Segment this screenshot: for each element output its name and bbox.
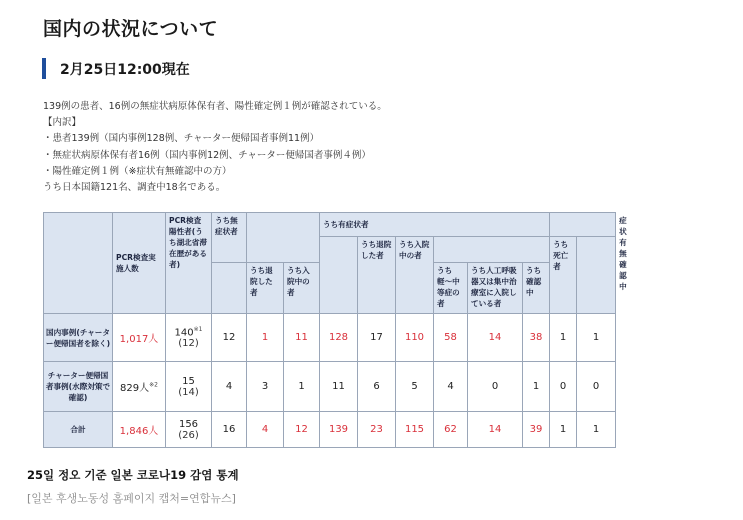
cell-unknown: 1	[577, 412, 616, 448]
cell-asym-discharged: 3	[247, 362, 284, 412]
summary-line: 【内訳】	[43, 117, 82, 129]
cell-sym-discharged: 6	[358, 362, 396, 412]
cell-deaths: 0	[550, 362, 577, 412]
header-sym-discharged: うち退院した者	[358, 237, 396, 314]
cell-sym-hospitalized: 110	[396, 314, 434, 362]
row-label: チャーター便帰国者事例(水際対策で確認)	[44, 362, 113, 412]
cell-severe: 0	[468, 362, 523, 412]
summary-line: ・患者139例（国内事例128例、チャーター便帰国者事例11例）	[43, 133, 320, 145]
row-label: 国内事例(チャーター便帰国者を除く)	[44, 314, 113, 362]
cell-symptomatic: 11	[320, 362, 358, 412]
cell-positive: 15 (14)	[166, 362, 212, 412]
header-asym-total	[212, 263, 247, 314]
image-caption: 25일 정오 기준 일본 코로나19 감염 통계	[27, 468, 239, 482]
stats-table: PCR検査実施人数 PCR検査陽性者(うち湖北省滞在歴がある者) うち無症状者 うち有症状者 症状有無確認中 うち退院した者 うち入院中の者 うち死亡者 うち退院した者 うち入院中の者 うち軽〜中等症の者 うち人工呼吸器又は集中治療室に入院している者 うち確認中 国内事例(チャーター便帰国者を除く) 1,017人 140$^{※1}$ (12) 12 1 11 128 17 110 58 14 38 1 1 チャーター便帰国者事例(水際対策で確認) 829人$^{※2}$ 15 (14) 4 3 1 11 6 5 4 0 1 0 0 合計 1,846人 156 (26) 16 4 12 139 23 115 62 14 39 1 1	[43, 212, 616, 448]
cell-asym-hospitalized: 1	[284, 362, 320, 412]
cell-symptomatic: 128	[320, 314, 358, 362]
cell-asym-discharged: 4	[247, 412, 284, 448]
cell-pcr: 1,017人	[113, 314, 166, 362]
cell-severe: 14	[468, 314, 523, 362]
cell-confirming: 1	[523, 362, 550, 412]
cell-sym-discharged: 23	[358, 412, 396, 448]
header-corner	[44, 213, 113, 314]
cell-mild: 62	[434, 412, 468, 448]
table-row-total	[44, 412, 616, 448]
cell-asym-hospitalized: 11	[284, 314, 320, 362]
header-sym-spacer	[550, 213, 616, 237]
cell-asymptomatic: 12	[212, 314, 247, 362]
row-label: 合計	[44, 412, 113, 448]
page-title: 国内の状況について	[43, 18, 219, 40]
summary-line: ・陽性確定例１例（※症状有無確認中の方）	[43, 165, 232, 177]
summary-text	[43, 99, 387, 196]
header-confirming: うち確認中	[523, 263, 550, 314]
header-asym-spacer	[247, 213, 320, 263]
header-severe: うち人工呼吸器又は集中治療室に入院している者	[468, 263, 523, 314]
header-symptomatic: うち有症状者	[320, 213, 550, 237]
cell-symptomatic: 139	[320, 412, 358, 448]
header-sym-hospitalized: うち入院中の者	[396, 237, 434, 314]
cell-sym-discharged: 17	[358, 314, 396, 362]
header-pcr: PCR検査実施人数	[113, 213, 166, 314]
subtitle-bar	[42, 58, 46, 79]
cell-mild: 58	[434, 314, 468, 362]
summary-line: 139例の患者、16例の無症状病原体保有者、陽性確定例１例が確認されている。	[43, 101, 387, 112]
cell-asymptomatic: 16	[212, 412, 247, 448]
header-deaths: うち死亡者	[550, 237, 577, 314]
header-symptomatic-total	[320, 237, 358, 314]
table-row-domestic	[44, 314, 616, 362]
cell-sym-hospitalized: 115	[396, 412, 434, 448]
cell-asymptomatic: 4	[212, 362, 247, 412]
stats-table-wrap	[43, 212, 627, 447]
cell-severe: 14	[468, 412, 523, 448]
header-mild: うち軽〜中等症の者	[434, 263, 468, 314]
cell-confirming: 39	[523, 412, 550, 448]
header-asymptomatic: うち無症状者	[212, 213, 247, 263]
cell-asym-hospitalized: 12	[284, 412, 320, 448]
cell-unknown: 1	[577, 314, 616, 362]
cell-asym-discharged: 1	[247, 314, 284, 362]
summary-line: ・無症状病原体保有者16例（国内事例12例、チャーター便帰国者事例４例）	[43, 149, 371, 161]
cell-positive: 140$^{※1}$ (12)	[166, 314, 212, 362]
cell-deaths: 1	[550, 314, 577, 362]
header-asym-hospitalized: うち入院中の者	[284, 263, 320, 314]
cell-confirming: 38	[523, 314, 550, 362]
image-credit: [일본 후생노동성 홈페이지 캡처=연합뉴스]	[27, 492, 236, 505]
cell-mild: 4	[434, 362, 468, 412]
subtitle: 2月25日12:00現在	[60, 62, 190, 78]
cell-deaths: 1	[550, 412, 577, 448]
cell-sym-hospitalized: 5	[396, 362, 434, 412]
header-deaths-spacer	[577, 237, 616, 314]
cell-unknown: 0	[577, 362, 616, 412]
header-positive: PCR検査陽性者(うち湖北省滞在歴がある者)	[166, 213, 212, 314]
summary-line: うち日本国籍121名、調査中18名である。	[43, 182, 226, 194]
table-row-charter	[44, 362, 616, 412]
header-asym-discharged: うち退院した者	[247, 263, 284, 314]
cell-positive: 156 (26)	[166, 412, 212, 448]
header-hosp-spacer	[434, 237, 550, 263]
cell-pcr: 829人$^{※2}$	[113, 362, 166, 412]
cell-pcr: 1,846人	[113, 412, 166, 448]
